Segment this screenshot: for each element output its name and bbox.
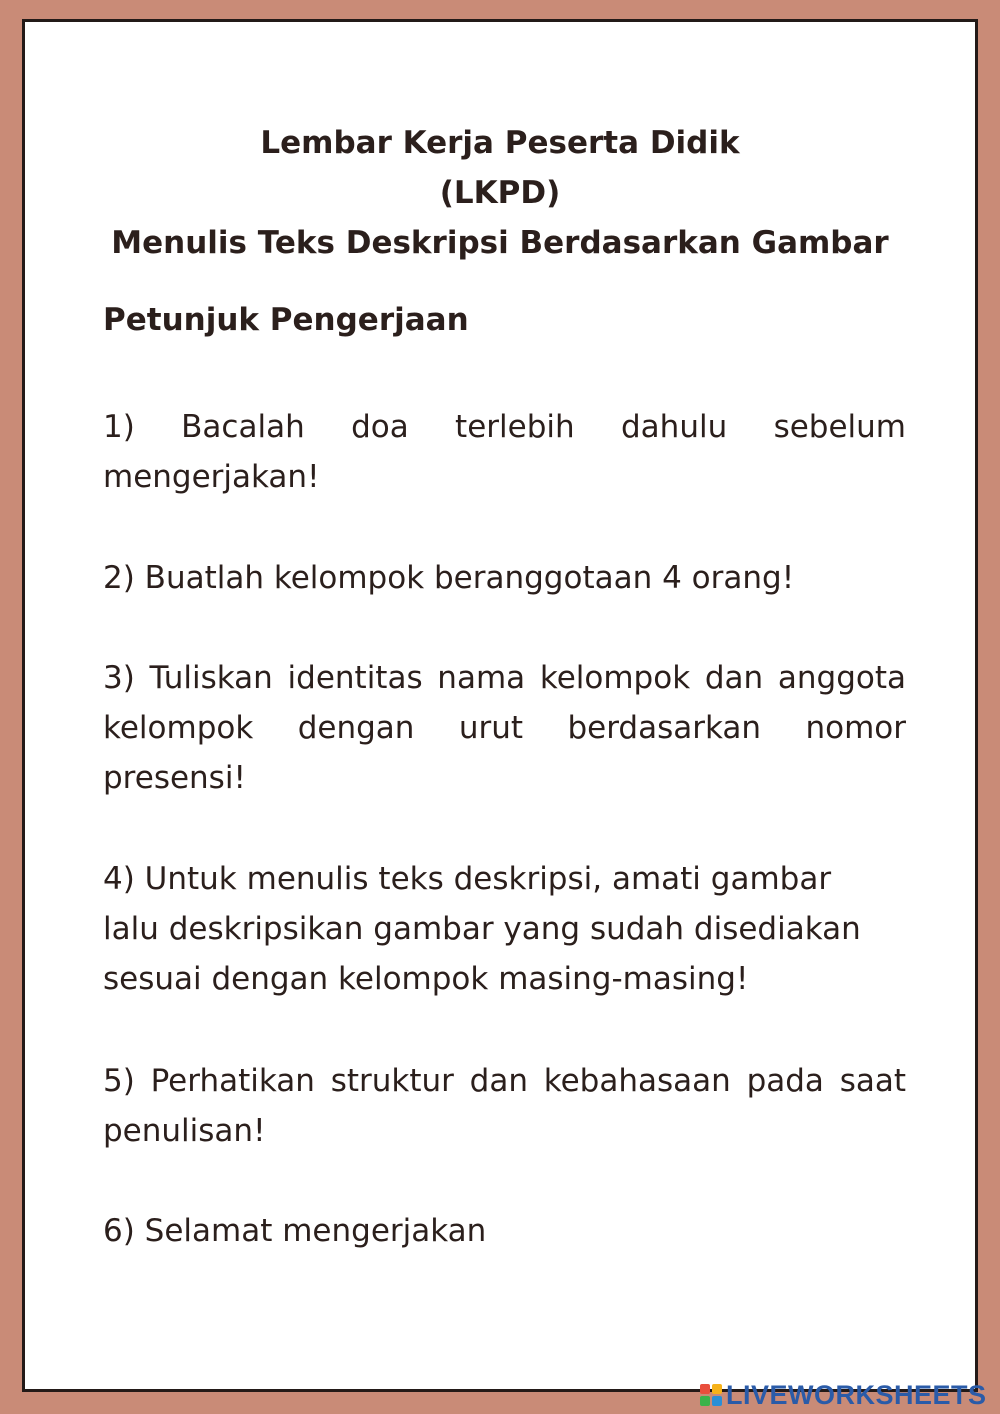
- liveworksheets-logo-icon: [700, 1384, 722, 1406]
- worksheet-page: [22, 19, 978, 1392]
- instruction-item-1: 1) Bacalah doa terlebih dahulu sebelum mengerjakan!: [103, 409, 906, 495]
- instruction-item-6: 6) Selamat mengerjakan: [103, 1213, 487, 1249]
- title-line-1: Lembar Kerja Peserta Didik: [260, 125, 740, 161]
- instruction-item-4: 4) Untuk menulis teks deskripsi, amati gambar lalu deskripsikan gambar yang sudah disediakan sesuai dengan kelompok masing-masing!: [103, 861, 861, 997]
- instruction-item-3: 3) Tuliskan identitas nama kelompok dan anggota kelompok dengan urut berdasarkan nomor presensi!: [103, 660, 906, 796]
- liveworksheets-watermark: [700, 1380, 987, 1410]
- title-line-3: Menulis Teks Deskripsi Berdasarkan Gambar: [111, 225, 889, 261]
- watermark-text: LIVEWORKSHEETS: [726, 1379, 987, 1410]
- instruction-item-5: 5) Perhatikan struktur dan kebahasaan pada saat penulisan!: [103, 1063, 906, 1149]
- page-title: [25, 118, 975, 268]
- title-line-2: (LKPD): [439, 175, 561, 211]
- instruction-item-2: 2) Buatlah kelompok beranggotaan 4 orang!: [103, 560, 795, 596]
- instructions-heading: Petunjuk Pengerjaan: [103, 302, 469, 338]
